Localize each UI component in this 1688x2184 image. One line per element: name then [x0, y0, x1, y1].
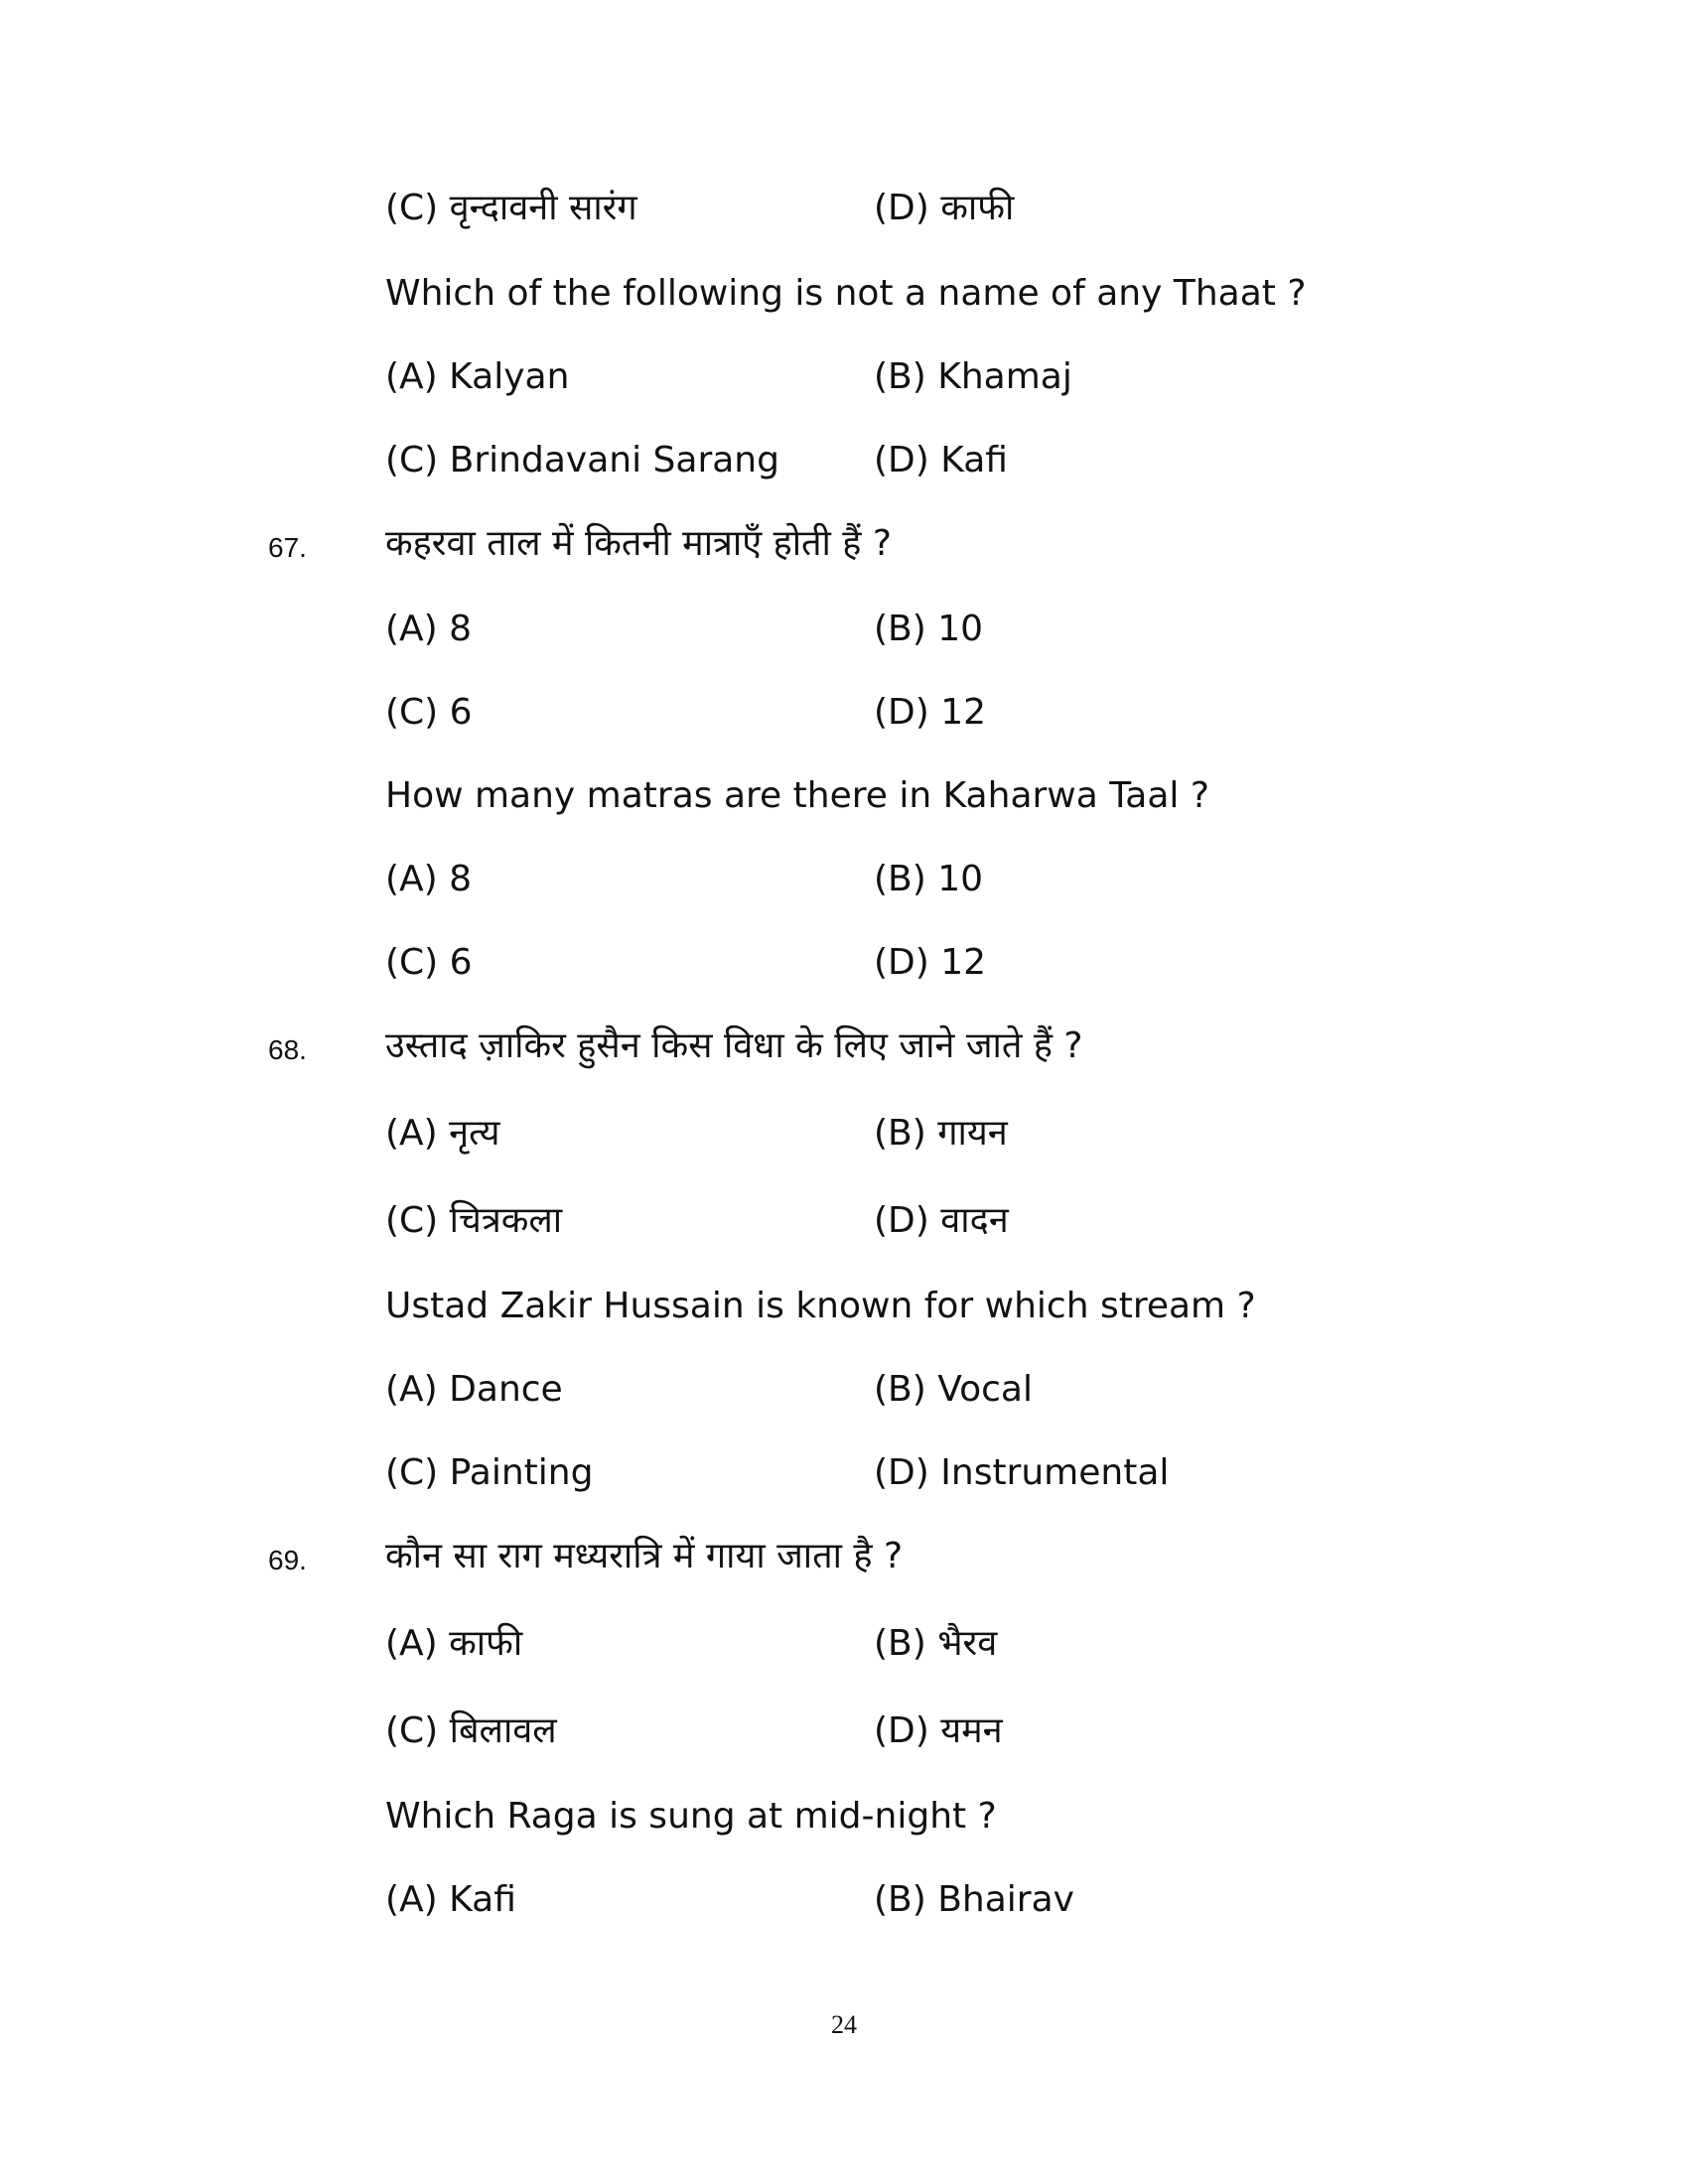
q69-english-question: Which Raga is sung at mid-night ?	[385, 1796, 997, 1837]
q66-english-option-d: (D) Kafi	[874, 440, 1008, 480]
q68-english-option-d: (D) Instrumental	[874, 1452, 1170, 1493]
q68-hindi-option-b: (B) गायन	[874, 1113, 1008, 1154]
q69-english-option-b: (B) Bhairav	[874, 1879, 1074, 1920]
q67-hindi-option-a: (A) 8	[385, 609, 473, 649]
q68-hindi-question: उस्ताद ज़ाकिर हुसैन किस विधा के लिए जाने जाते हैं ?	[385, 1025, 1083, 1066]
page-number: 24	[831, 2010, 857, 2039]
q68-english-option-c: (C) Painting	[385, 1452, 594, 1493]
q66-english-option-a: (A) Kalyan	[385, 356, 570, 397]
q68-hindi-option-d: (D) वादन	[874, 1200, 1009, 1241]
q66-english-option-b: (B) Khamaj	[874, 356, 1072, 397]
q67-english-option-a: (A) 8	[385, 859, 473, 899]
q66-hindi-option-c: (C) वृन्दावनी सारंग	[385, 188, 637, 228]
q68-number: 68.	[268, 1034, 307, 1065]
q68-hindi-option-c: (C) चित्रकला	[385, 1200, 563, 1241]
q69-hindi-option-d: (D) यमन	[874, 1710, 1003, 1751]
q67-hindi-option-b: (B) 10	[874, 609, 984, 649]
q67-hindi-option-d: (D) 12	[874, 692, 987, 733]
q69-number: 69.	[268, 1545, 307, 1575]
q67-hindi-question: कहरवा ताल में कितनी मात्राएँ होती हैं ?	[385, 523, 892, 564]
q66-english-option-c: (C) Brindavani Sarang	[385, 440, 779, 480]
q69-hindi-option-b: (B) भैरव	[874, 1623, 998, 1664]
q67-english-option-d: (D) 12	[874, 942, 987, 983]
q68-english-question: Ustad Zakir Hussain is known for which stream ?	[385, 1286, 1256, 1326]
q67-hindi-option-c: (C) 6	[385, 692, 473, 733]
q68-english-option-a: (A) Dance	[385, 1369, 563, 1410]
q68-hindi-option-a: (A) नृत्य	[385, 1113, 500, 1154]
q66-hindi-option-d: (D) काफी	[874, 188, 1015, 228]
q69-hindi-question: कौन सा राग मध्यरात्रि में गाया जाता है ?	[385, 1536, 904, 1576]
q69-hindi-option-c: (C) बिलावल	[385, 1710, 557, 1751]
q68-english-option-b: (B) Vocal	[874, 1369, 1033, 1410]
q69-hindi-option-a: (A) काफी	[385, 1623, 523, 1664]
q69-english-option-a: (A) Kafi	[385, 1879, 516, 1920]
q67-english-option-c: (C) 6	[385, 942, 473, 983]
q66-english-question: Which of the following is not a name of any Thaat ?	[385, 273, 1307, 314]
q67-english-question: How many matras are there in Kaharwa Taal ?	[385, 775, 1209, 816]
q67-english-option-b: (B) 10	[874, 859, 984, 899]
q67-number: 67.	[268, 532, 307, 563]
